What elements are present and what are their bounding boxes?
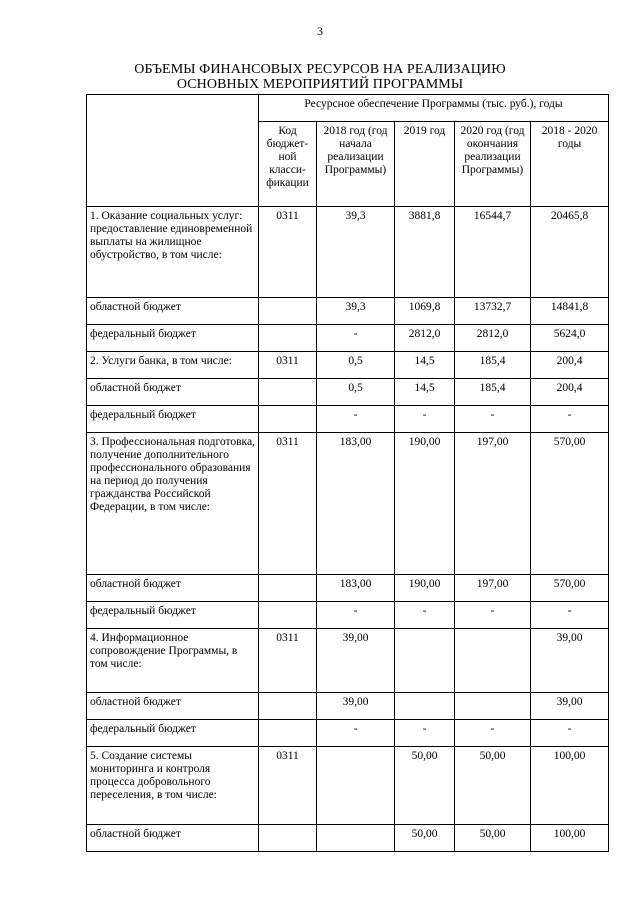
- table-row: [87, 629, 609, 693]
- value-total: 100,00: [531, 825, 609, 852]
- value-total: 570,00: [531, 575, 609, 602]
- value-total: 200,4: [531, 352, 609, 379]
- value-total: 570,00: [531, 433, 609, 575]
- title-line-1: ОБЪЕМЫ ФИНАНСОВЫХ РЕСУРСОВ НА РЕАЛИЗАЦИЮ: [134, 62, 506, 77]
- value-2020: 13732,7: [455, 298, 531, 325]
- table-row: [87, 575, 609, 602]
- code-cell: [259, 325, 317, 352]
- row-label: 5. Создание системы мониторинга и контроля процесса добровольного переселения, в том числе:: [87, 747, 259, 825]
- code-cell: [259, 575, 317, 602]
- row-label: 2. Услуги банка, в том числе:: [87, 352, 259, 379]
- code-cell: 0311: [259, 207, 317, 298]
- value-2020: -: [455, 602, 531, 629]
- row-label: федеральный бюджет: [87, 720, 259, 747]
- value-2020: 197,00: [455, 433, 531, 575]
- value-2020: 185,4: [455, 379, 531, 406]
- code-cell: [259, 298, 317, 325]
- row-label: областной бюджет: [87, 379, 259, 406]
- value-2018: [317, 825, 395, 852]
- title-line-2: ОСНОВНЫХ МЕРОПРИЯТИЙ ПРОГРАММЫ: [176, 77, 464, 92]
- row-label: областной бюджет: [87, 825, 259, 852]
- col-header-2020: 2020 год (год окончания реализации Программы): [455, 122, 531, 207]
- value-2019: -: [395, 602, 455, 629]
- code-cell: [259, 825, 317, 852]
- value-2020: 16544,7: [455, 207, 531, 298]
- value-total: 100,00: [531, 747, 609, 825]
- value-2020: -: [455, 406, 531, 433]
- financial-resources-table: [86, 94, 609, 852]
- value-2018: 183,00: [317, 575, 395, 602]
- value-2019: 2812,0: [395, 325, 455, 352]
- row-label: областной бюджет: [87, 693, 259, 720]
- code-cell: 0311: [259, 433, 317, 575]
- page-number: 3: [317, 24, 323, 38]
- row-label: федеральный бюджет: [87, 325, 259, 352]
- value-2018: -: [317, 325, 395, 352]
- table-row: [87, 207, 609, 298]
- value-total: 14841,8: [531, 298, 609, 325]
- value-2018: 0,5: [317, 379, 395, 406]
- value-2018: 0,5: [317, 352, 395, 379]
- value-2019: 50,00: [395, 747, 455, 825]
- value-total: -: [531, 602, 609, 629]
- code-cell: 0311: [259, 629, 317, 693]
- value-total: -: [531, 720, 609, 747]
- row-label: федеральный бюджет: [87, 602, 259, 629]
- header-row-group: [87, 95, 609, 122]
- table-row: [87, 325, 609, 352]
- value-2019: -: [395, 406, 455, 433]
- value-2019: 50,00: [395, 825, 455, 852]
- col-header-2018: 2018 год (год начала реализации Программы): [317, 122, 395, 207]
- header-empty-cell: [87, 95, 259, 207]
- value-2019: 1069,8: [395, 298, 455, 325]
- value-2019: 3881,8: [395, 207, 455, 298]
- table-row: [87, 693, 609, 720]
- code-cell: [259, 602, 317, 629]
- value-2019: 14,5: [395, 379, 455, 406]
- code-cell: [259, 406, 317, 433]
- value-2018: [317, 747, 395, 825]
- row-label: федеральный бюджет: [87, 406, 259, 433]
- col-header-2019: 2019 год: [395, 122, 455, 207]
- value-2019: [395, 693, 455, 720]
- group-header: Ресурсное обеспечение Программы (тыс. руб.), годы: [259, 95, 609, 122]
- value-2019: [395, 629, 455, 693]
- value-2018: -: [317, 720, 395, 747]
- code-cell: [259, 693, 317, 720]
- value-2019: 190,00: [395, 575, 455, 602]
- value-2020: 50,00: [455, 747, 531, 825]
- document-title: [0, 62, 640, 92]
- table-row: [87, 602, 609, 629]
- table-row: [87, 379, 609, 406]
- row-label: 3. Профессиональная подготовка, получение дополнительного профессионального образования на период до получения гражданства Российской Федерации, в том числе:: [87, 433, 259, 575]
- value-2020: [455, 693, 531, 720]
- value-2018: 39,00: [317, 629, 395, 693]
- value-2018: 39,3: [317, 207, 395, 298]
- value-2020: 50,00: [455, 825, 531, 852]
- value-total: 5624,0: [531, 325, 609, 352]
- row-label: областной бюджет: [87, 575, 259, 602]
- value-2018: 183,00: [317, 433, 395, 575]
- value-total: 20465,8: [531, 207, 609, 298]
- value-2018: 39,00: [317, 693, 395, 720]
- value-2020: 197,00: [455, 575, 531, 602]
- code-cell: [259, 720, 317, 747]
- value-2018: -: [317, 406, 395, 433]
- row-label: областной бюджет: [87, 298, 259, 325]
- table-row: [87, 406, 609, 433]
- value-total: 200,4: [531, 379, 609, 406]
- value-total: 39,00: [531, 629, 609, 693]
- code-cell: 0311: [259, 747, 317, 825]
- value-2020: 2812,0: [455, 325, 531, 352]
- row-label: 4. Информационное сопровождение Программы, в том числе:: [87, 629, 259, 693]
- table-row: [87, 352, 609, 379]
- value-2018: -: [317, 602, 395, 629]
- value-2020: [455, 629, 531, 693]
- table-row: [87, 298, 609, 325]
- value-total: -: [531, 406, 609, 433]
- value-2020: 185,4: [455, 352, 531, 379]
- col-header-code: Код бюджет-ной класси-фикации: [259, 122, 317, 207]
- value-2018: 39,3: [317, 298, 395, 325]
- value-2019: -: [395, 720, 455, 747]
- value-2019: 190,00: [395, 433, 455, 575]
- col-header-total: 2018 - 2020 годы: [531, 122, 609, 207]
- table-row: [87, 433, 609, 575]
- value-2020: -: [455, 720, 531, 747]
- row-label: 1. Оказание социальных услуг: предоставление единовременной выплаты на жилищное обустройство, в том числе:: [87, 207, 259, 298]
- table-row: [87, 825, 609, 852]
- value-2019: 14,5: [395, 352, 455, 379]
- code-cell: 0311: [259, 352, 317, 379]
- code-cell: [259, 379, 317, 406]
- value-total: 39,00: [531, 693, 609, 720]
- table-row: [87, 720, 609, 747]
- table-row: [87, 747, 609, 825]
